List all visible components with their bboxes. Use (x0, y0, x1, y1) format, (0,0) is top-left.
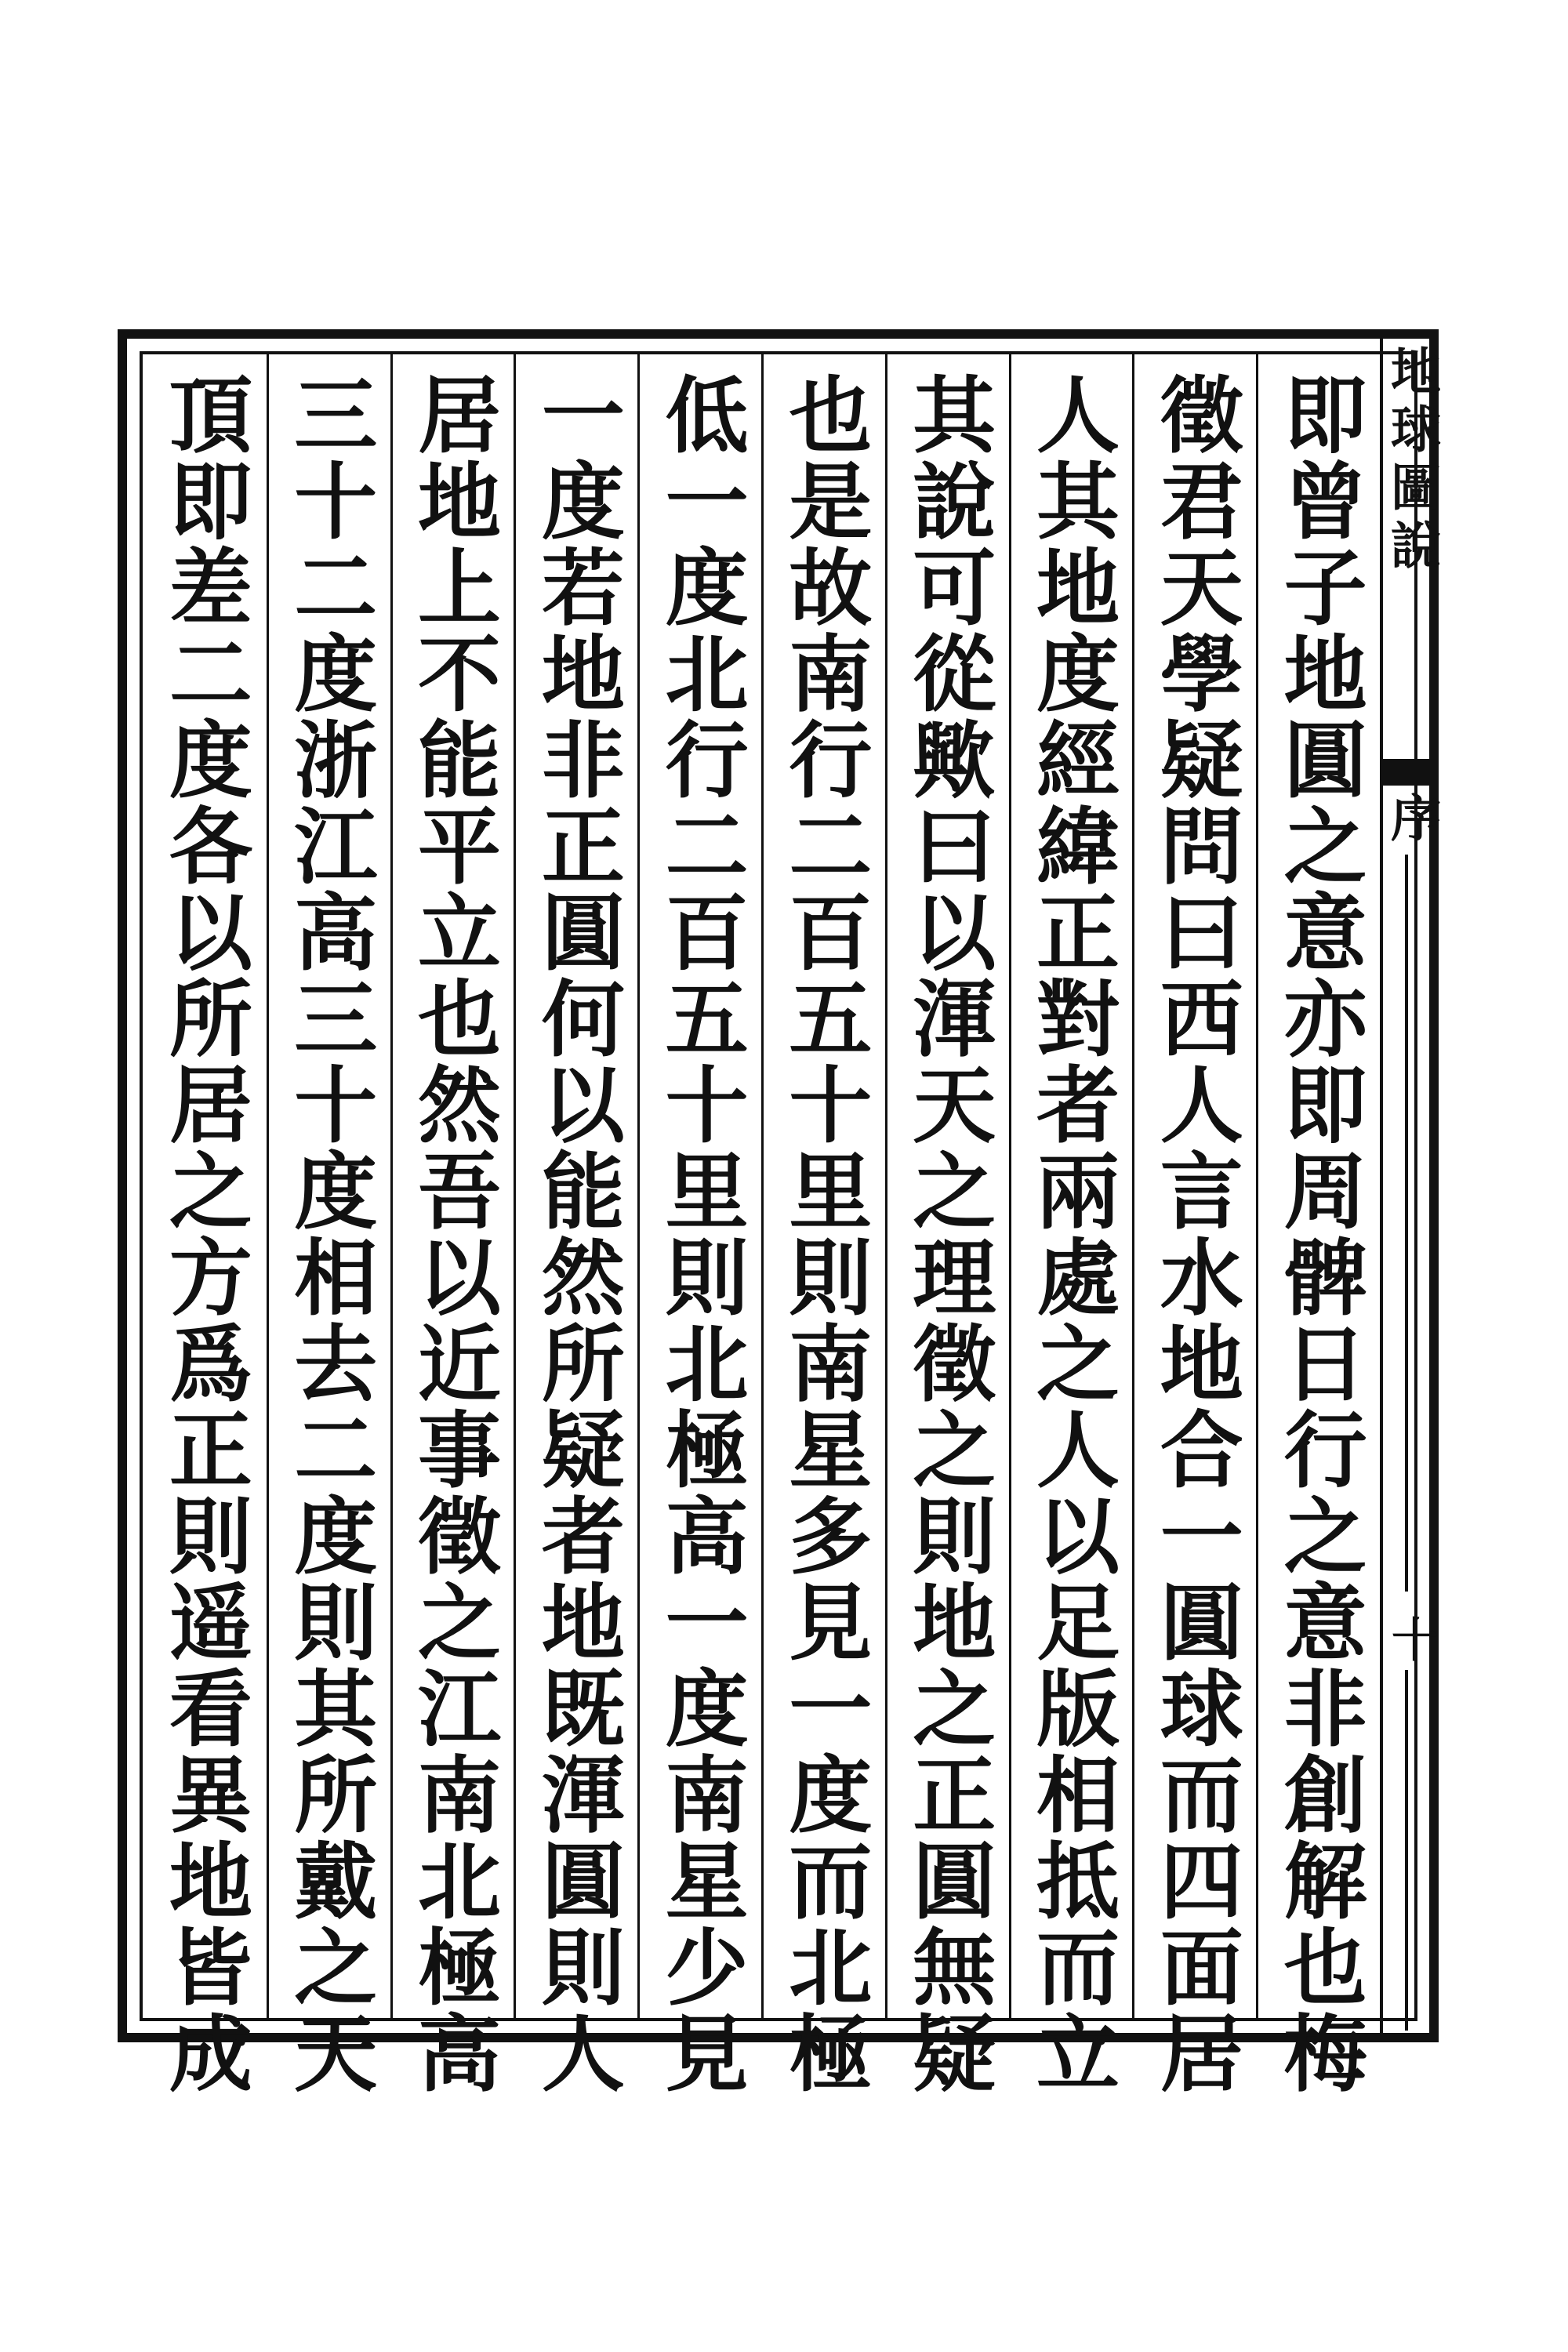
text-column-4 (885, 354, 1009, 2096)
column-text-1: 即曾子地圓之意亦即周髀日行之意非創解也梅 (1270, 372, 1369, 2096)
column-text-5: 也是故南行二百五十里則南星多見一度而北極 (775, 372, 874, 2096)
text-column-1 (1256, 354, 1380, 2096)
text-column-2 (1132, 354, 1256, 2096)
column-text-8: 居地上不能平立也然吾以近事徵之江南北極高 (405, 372, 503, 2096)
fore-edge-line-lower (1405, 1670, 1408, 2031)
text-column-10 (143, 354, 267, 2096)
column-text-6: 低一度北行二百五十里則北極高一度南星少見 (652, 372, 750, 2096)
column-text-7: 一度若地非正圓何以能然所疑者地既渾圓則人 (528, 372, 626, 2096)
column-text-2: 徵君天學疑問曰西人言水地合一圓球而四面居 (1146, 372, 1245, 2096)
fishtail-mark (1383, 759, 1435, 786)
fore-edge-strip (1380, 329, 1439, 2042)
text-column-8 (390, 354, 514, 2096)
book-title: 地球圖說 (1382, 345, 1441, 577)
column-text-9: 三十二度浙江高三十度相去二度則其所戴之天 (281, 372, 379, 2096)
text-column-5 (761, 354, 885, 2096)
column-text-10: 頂即差二度各以所居之方爲正則遥看異地皆成 (155, 372, 254, 2096)
text-columns (143, 354, 1380, 2096)
column-text-3: 人其地度經緯正對者兩處之人以足版相抵而立 (1023, 372, 1121, 2096)
fore-edge-line (1405, 855, 1408, 1592)
column-text-4: 其說可從歟曰以渾天之理徵之則地之正圓無疑 (899, 372, 998, 2096)
text-column-9 (267, 354, 390, 2096)
text-column-6 (637, 354, 761, 2096)
section-label: 序 (1382, 792, 1441, 842)
page-number: 十 (1384, 1615, 1439, 1662)
text-column-3 (1009, 354, 1133, 2096)
text-column-7 (514, 354, 637, 2096)
